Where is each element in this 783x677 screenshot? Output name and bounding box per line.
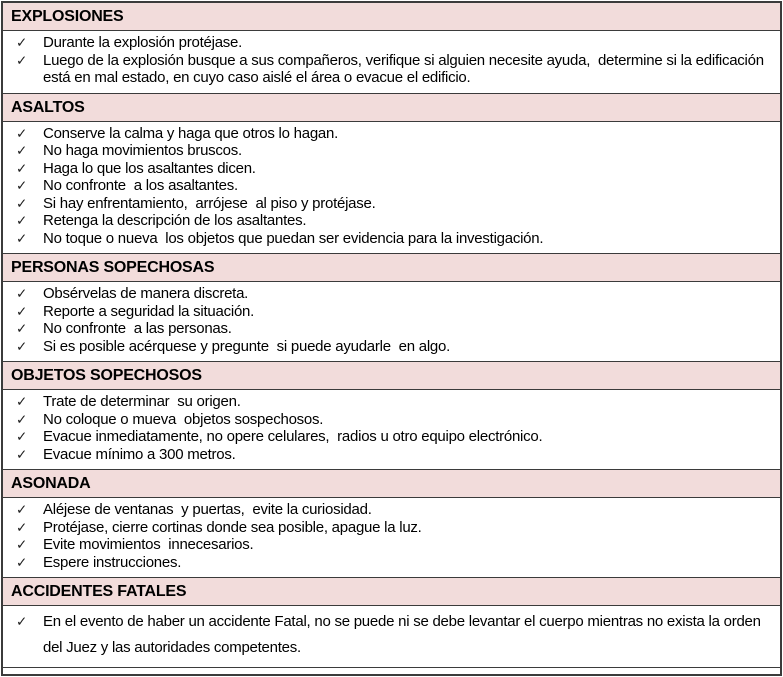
checkmark-icon: ✓	[16, 35, 28, 50]
checkmark-icon: ✓	[16, 321, 28, 336]
checkmark-icon: ✓	[16, 411, 28, 427]
section-title: PERSONAS SOPECHOSAS	[3, 253, 780, 282]
checkmark-icon: ✓	[16, 286, 28, 301]
item-text: Haga lo que los asaltantes dicen.	[43, 159, 256, 177]
item-text: No toque o nueva los objetos que puedan ser evidencia para la investigación.	[43, 229, 544, 247]
list-item	[3, 142, 776, 160]
section-title: ASONADA	[3, 469, 780, 498]
list-item	[3, 501, 776, 519]
item-text: No haga movimientos bruscos.	[43, 142, 242, 159]
checkmark-icon: ✓	[16, 338, 28, 354]
item-text: Evacue mínimo a 300 metros.	[43, 445, 236, 463]
list-item	[3, 125, 776, 143]
list-item	[3, 554, 776, 572]
checkmark-icon: ✓	[16, 52, 28, 68]
section-items	[3, 498, 780, 577]
section-items	[3, 282, 780, 361]
list-item	[3, 428, 776, 446]
section-title: ACCIDENTES FATALES	[3, 577, 780, 606]
checkmark-icon: ✓	[16, 519, 28, 535]
section-items	[3, 122, 780, 254]
checkmark-icon: ✓	[16, 143, 28, 158]
list-item	[3, 411, 776, 429]
checkmark-icon: ✓	[16, 554, 28, 570]
checkmark-icon: ✓	[16, 160, 28, 176]
list-item	[3, 536, 776, 554]
section-items	[3, 606, 780, 667]
section-objetos-sopechosos	[3, 361, 780, 469]
section-title: EXPLOSIONES	[3, 3, 780, 31]
checkmark-icon: ✓	[16, 537, 28, 552]
section-items	[3, 390, 780, 469]
empty-bottom-row	[3, 667, 780, 674]
item-text: Obsérvelas de manera discreta.	[43, 285, 249, 302]
section-title: OBJETOS SOPECHOSOS	[3, 361, 780, 390]
checkmark-icon: ✓	[16, 230, 28, 246]
item-text: No coloque o mueva objetos sospechosos.	[43, 410, 324, 428]
section-explosiones	[3, 3, 780, 93]
checkmark-icon: ✓	[16, 446, 28, 462]
item-text: Durante la explosión protéjase.	[43, 34, 243, 51]
item-text: Si hay enfrentamiento, arrójese al piso y protéjase.	[43, 194, 376, 212]
item-text: Evite movimientos innecesarios.	[43, 536, 254, 553]
section-accidentes-fatales	[3, 577, 780, 667]
list-item	[3, 519, 776, 537]
list-item	[3, 160, 776, 178]
item-text: En el evento de haber un accidente Fatal, no se puede ni se debe levantar el cuerpo mientras no exista la orden del Juez y las autoridades competentes.	[43, 613, 765, 656]
list-item	[3, 285, 776, 303]
item-text: Evacue inmediatamente, no opere celulares, radios u otro equipo electrónico.	[43, 428, 543, 445]
item-text: No confronte a las personas.	[43, 320, 232, 337]
item-text: No confronte a los asaltantes.	[43, 177, 238, 194]
checkmark-icon: ✓	[16, 125, 28, 141]
list-item	[3, 320, 776, 338]
section-asonada	[3, 469, 780, 577]
section-personas-sopechosas	[3, 253, 780, 361]
list-item	[3, 446, 776, 464]
section-title: ASALTOS	[3, 93, 780, 122]
list-item	[3, 52, 776, 87]
item-text: Retenga la descripción de los asaltantes.	[43, 212, 307, 229]
list-item	[3, 338, 776, 356]
item-text: Si es posible acérquese y pregunte si puede ayudarle en algo.	[43, 337, 451, 355]
list-item	[3, 393, 776, 411]
item-text: Protéjase, cierre cortinas donde sea posible, apague la luz.	[43, 518, 422, 536]
item-text: Trate de determinar su origen.	[43, 393, 241, 410]
list-item	[3, 303, 776, 321]
checkmark-icon: ✓	[16, 429, 28, 444]
checkmark-icon: ✓	[16, 394, 28, 409]
item-text: Conserve la calma y haga que otros lo hagan.	[43, 124, 339, 142]
item-text: Espere instrucciones.	[43, 553, 182, 571]
item-text: Reporte a seguridad la situación.	[43, 302, 255, 320]
checkmark-icon: ✓	[16, 502, 28, 517]
item-text: Luego de la explosión busque a sus compañeros, verifique si alguien necesite ayuda, determine si la edificación está en mal estado, en cuyo caso aislé el área o evacue el edificio.	[43, 51, 768, 86]
safety-procedures-table	[1, 1, 782, 676]
list-item	[3, 609, 776, 661]
checkmark-icon: ✓	[16, 195, 28, 211]
checkmark-icon: ✓	[16, 614, 28, 629]
list-item	[3, 177, 776, 195]
list-item	[3, 195, 776, 213]
checkmark-icon: ✓	[16, 213, 28, 228]
item-text: Aléjese de ventanas y puertas, evite la curiosidad.	[43, 501, 372, 518]
checkmark-icon: ✓	[16, 178, 28, 193]
checkmark-icon: ✓	[16, 303, 28, 319]
section-asaltos	[3, 93, 780, 254]
section-items	[3, 31, 780, 93]
list-item	[3, 230, 776, 248]
list-item	[3, 212, 776, 230]
list-item	[3, 34, 776, 52]
